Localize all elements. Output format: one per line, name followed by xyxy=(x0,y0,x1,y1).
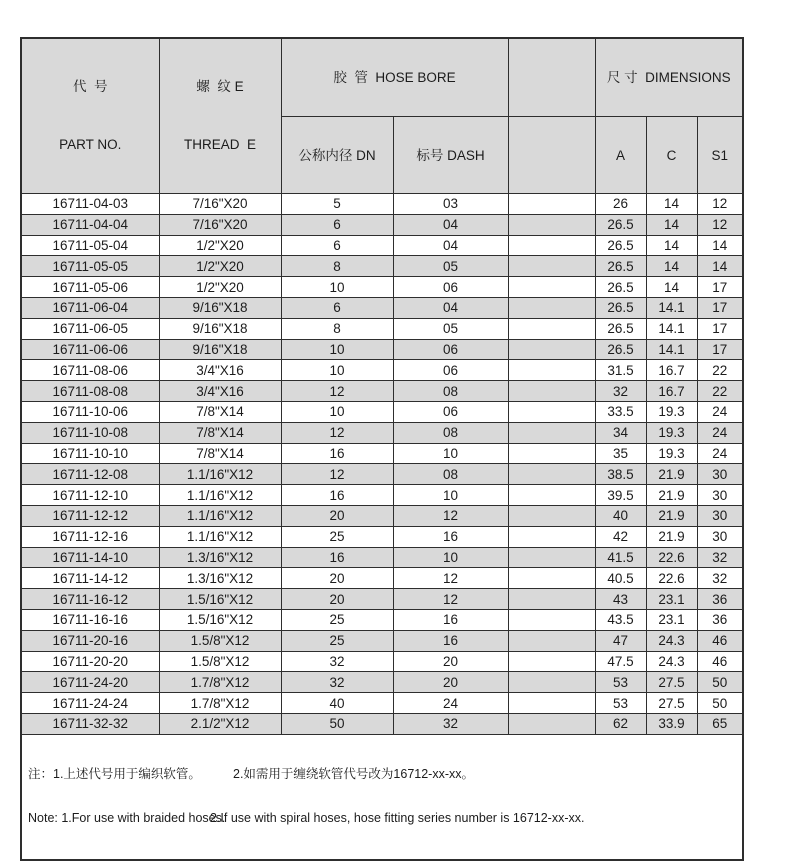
cell-a: 26.5 xyxy=(595,256,646,277)
cell-thread: 9/16"X18 xyxy=(159,318,281,339)
cell-thread: 1.3/16"X12 xyxy=(159,568,281,589)
cell-dn: 20 xyxy=(281,589,393,610)
table-body xyxy=(21,194,743,735)
col-header-part-no-en: PART NO. xyxy=(59,137,122,152)
cell-s1: 17 xyxy=(697,297,743,318)
table-row xyxy=(21,339,743,360)
cell-c: 16.7 xyxy=(646,381,697,402)
cell-part-no: 16711-16-16 xyxy=(21,609,159,630)
cell-part-no: 16711-12-10 xyxy=(21,485,159,506)
cell-part-no: 16711-12-08 xyxy=(21,464,159,485)
cell-dash: 06 xyxy=(393,360,508,381)
table-row xyxy=(21,547,743,568)
table-header xyxy=(21,38,743,194)
table-row xyxy=(21,505,743,526)
cell-s1: 22 xyxy=(697,381,743,402)
cell-dn: 10 xyxy=(281,277,393,298)
cell-part-no: 16711-14-12 xyxy=(21,568,159,589)
cell-part-no: 16711-32-32 xyxy=(21,713,159,734)
col-group-dimensions: 尺 寸 DIMENSIONS xyxy=(595,38,743,117)
cell-part-no: 16711-24-20 xyxy=(21,672,159,693)
cell-dn: 16 xyxy=(281,485,393,506)
cell-thread: 7/16"X20 xyxy=(159,214,281,235)
cell-spacer xyxy=(508,297,595,318)
cell-thread: 1.1/16"X12 xyxy=(159,505,281,526)
cell-spacer xyxy=(508,339,595,360)
cell-dash: 08 xyxy=(393,422,508,443)
cell-thread: 1.5/16"X12 xyxy=(159,609,281,630)
cell-dash: 10 xyxy=(393,485,508,506)
table-row xyxy=(21,443,743,464)
table-row xyxy=(21,651,743,672)
cell-c: 14 xyxy=(646,235,697,256)
note-line-en xyxy=(28,810,742,827)
cell-spacer xyxy=(508,443,595,464)
cell-part-no: 16711-14-10 xyxy=(21,547,159,568)
table-footer xyxy=(21,734,743,860)
cell-spacer xyxy=(508,360,595,381)
cell-spacer xyxy=(508,485,595,506)
table-row xyxy=(21,381,743,402)
table-row xyxy=(21,609,743,630)
col-header-spacer-top xyxy=(508,38,595,117)
cell-s1: 46 xyxy=(697,630,743,651)
cell-a: 39.5 xyxy=(595,485,646,506)
cell-spacer xyxy=(508,401,595,422)
cell-spacer xyxy=(508,589,595,610)
hose-fitting-table xyxy=(20,37,744,861)
cell-dash: 20 xyxy=(393,651,508,672)
table-row xyxy=(21,464,743,485)
cell-a: 26.5 xyxy=(595,214,646,235)
cell-dn: 50 xyxy=(281,713,393,734)
cell-c: 21.9 xyxy=(646,505,697,526)
cell-a: 62 xyxy=(595,713,646,734)
cell-s1: 24 xyxy=(697,401,743,422)
cell-part-no: 16711-20-16 xyxy=(21,630,159,651)
cell-part-no: 16711-16-12 xyxy=(21,589,159,610)
table-row xyxy=(21,485,743,506)
cell-dash: 12 xyxy=(393,568,508,589)
cell-part-no: 16711-20-20 xyxy=(21,651,159,672)
cell-thread: 9/16"X18 xyxy=(159,297,281,318)
cell-thread: 1/2"X20 xyxy=(159,256,281,277)
cell-c: 27.5 xyxy=(646,693,697,714)
cell-c: 19.3 xyxy=(646,443,697,464)
cell-dash: 06 xyxy=(393,401,508,422)
cell-dash: 12 xyxy=(393,505,508,526)
cell-s1: 30 xyxy=(697,464,743,485)
table-row xyxy=(21,526,743,547)
cell-thread: 3/4"X16 xyxy=(159,381,281,402)
cell-s1: 36 xyxy=(697,589,743,610)
col-header-c: C xyxy=(646,117,697,194)
cell-spacer xyxy=(508,318,595,339)
cell-s1: 17 xyxy=(697,318,743,339)
table-row xyxy=(21,589,743,610)
cell-s1: 32 xyxy=(697,547,743,568)
cell-spacer xyxy=(508,609,595,630)
cell-part-no: 16711-04-04 xyxy=(21,214,159,235)
cell-dash: 05 xyxy=(393,318,508,339)
cell-s1: 12 xyxy=(697,214,743,235)
cell-s1: 50 xyxy=(697,672,743,693)
cell-dn: 32 xyxy=(281,672,393,693)
cell-c: 22.6 xyxy=(646,547,697,568)
cell-thread: 9/16"X18 xyxy=(159,339,281,360)
col-group-hose-bore: 胶 管 HOSE BORE xyxy=(281,38,508,117)
cell-thread: 7/16"X20 xyxy=(159,194,281,215)
col-header-s1: S1 xyxy=(697,117,743,194)
cell-thread: 1.5/8"X12 xyxy=(159,651,281,672)
cell-c: 14.1 xyxy=(646,318,697,339)
cell-s1: 24 xyxy=(697,443,743,464)
cell-dn: 12 xyxy=(281,422,393,443)
table-row xyxy=(21,401,743,422)
cell-dn: 25 xyxy=(281,526,393,547)
cell-part-no: 16711-06-05 xyxy=(21,318,159,339)
table-row xyxy=(21,713,743,734)
cell-thread: 1.1/16"X12 xyxy=(159,526,281,547)
cell-spacer xyxy=(508,214,595,235)
cell-thread: 7/8"X14 xyxy=(159,422,281,443)
cell-spacer xyxy=(508,256,595,277)
cell-s1: 30 xyxy=(697,485,743,506)
spec-sheet xyxy=(20,37,744,861)
cell-dn: 20 xyxy=(281,505,393,526)
cell-s1: 46 xyxy=(697,651,743,672)
cell-dash: 20 xyxy=(393,672,508,693)
cell-c: 19.3 xyxy=(646,422,697,443)
cell-spacer xyxy=(508,568,595,589)
cell-dn: 12 xyxy=(281,464,393,485)
cell-c: 23.1 xyxy=(646,609,697,630)
cell-thread: 1.7/8"X12 xyxy=(159,672,281,693)
cell-dn: 40 xyxy=(281,693,393,714)
cell-a: 41.5 xyxy=(595,547,646,568)
cell-part-no: 16711-05-04 xyxy=(21,235,159,256)
cell-c: 27.5 xyxy=(646,672,697,693)
table-row xyxy=(21,297,743,318)
cell-a: 32 xyxy=(595,381,646,402)
cell-s1: 14 xyxy=(697,235,743,256)
cell-part-no: 16711-06-04 xyxy=(21,297,159,318)
cell-spacer xyxy=(508,630,595,651)
cell-a: 35 xyxy=(595,443,646,464)
cell-part-no: 16711-05-06 xyxy=(21,277,159,298)
notes-cell xyxy=(21,734,743,860)
cell-dn: 10 xyxy=(281,339,393,360)
cell-dash: 05 xyxy=(393,256,508,277)
cell-dn: 5 xyxy=(281,194,393,215)
cell-spacer xyxy=(508,547,595,568)
cell-thread: 2.1/2"X12 xyxy=(159,713,281,734)
table-row xyxy=(21,277,743,298)
col-header-thread-en: THREAD E xyxy=(183,137,256,152)
cell-a: 53 xyxy=(595,672,646,693)
cell-a: 26.5 xyxy=(595,277,646,298)
cell-part-no: 16711-24-24 xyxy=(21,693,159,714)
cell-dn: 32 xyxy=(281,651,393,672)
col-header-spacer-bottom xyxy=(508,117,595,194)
cell-c: 14 xyxy=(646,256,697,277)
cell-dash: 04 xyxy=(393,297,508,318)
cell-dn: 6 xyxy=(281,235,393,256)
cell-spacer xyxy=(508,464,595,485)
table-row xyxy=(21,235,743,256)
cell-part-no: 16711-12-12 xyxy=(21,505,159,526)
table-row xyxy=(21,568,743,589)
col-header-dn: 公称内径 DN xyxy=(281,117,393,194)
cell-c: 24.3 xyxy=(646,651,697,672)
cell-spacer xyxy=(508,526,595,547)
cell-thread: 1.3/16"X12 xyxy=(159,547,281,568)
cell-a: 33.5 xyxy=(595,401,646,422)
cell-spacer xyxy=(508,277,595,298)
cell-thread: 3/4"X16 xyxy=(159,360,281,381)
cell-thread: 7/8"X14 xyxy=(159,401,281,422)
cell-a: 40.5 xyxy=(595,568,646,589)
cell-dn: 12 xyxy=(281,381,393,402)
cell-a: 26.5 xyxy=(595,339,646,360)
cell-dash: 16 xyxy=(393,609,508,630)
cell-c: 19.3 xyxy=(646,401,697,422)
cell-dn: 10 xyxy=(281,360,393,381)
cell-dash: 06 xyxy=(393,277,508,298)
cell-dash: 24 xyxy=(393,693,508,714)
cell-c: 22.6 xyxy=(646,568,697,589)
cell-a: 47 xyxy=(595,630,646,651)
cell-c: 23.1 xyxy=(646,589,697,610)
note-en-part2: 2.If use with spiral hoses, hose fitting series number is 16712-xx-xx. xyxy=(210,811,585,826)
cell-s1: 36 xyxy=(697,609,743,630)
cell-a: 38.5 xyxy=(595,464,646,485)
cell-dash: 04 xyxy=(393,214,508,235)
cell-dash: 08 xyxy=(393,464,508,485)
cell-dn: 6 xyxy=(281,297,393,318)
cell-c: 14 xyxy=(646,214,697,235)
note-cn-part1: 注：1.上述代号用于编织软管。 xyxy=(28,766,201,781)
cell-part-no: 16711-10-10 xyxy=(21,443,159,464)
cell-c: 16.7 xyxy=(646,360,697,381)
cell-dn: 8 xyxy=(281,318,393,339)
cell-thread: 1/2"X20 xyxy=(159,235,281,256)
cell-spacer xyxy=(508,693,595,714)
cell-s1: 22 xyxy=(697,360,743,381)
cell-dash: 03 xyxy=(393,194,508,215)
cell-thread: 7/8"X14 xyxy=(159,443,281,464)
cell-s1: 24 xyxy=(697,422,743,443)
cell-thread: 1.1/16"X12 xyxy=(159,485,281,506)
cell-spacer xyxy=(508,505,595,526)
cell-part-no: 16711-08-08 xyxy=(21,381,159,402)
col-header-a: A xyxy=(595,117,646,194)
cell-dn: 16 xyxy=(281,443,393,464)
cell-a: 26.5 xyxy=(595,318,646,339)
cell-a: 26.5 xyxy=(595,235,646,256)
cell-spacer xyxy=(508,713,595,734)
cell-s1: 17 xyxy=(697,277,743,298)
cell-part-no: 16711-06-06 xyxy=(21,339,159,360)
cell-part-no: 16711-10-08 xyxy=(21,422,159,443)
table-row xyxy=(21,194,743,215)
cell-dash: 16 xyxy=(393,630,508,651)
cell-dash: 10 xyxy=(393,547,508,568)
table-row xyxy=(21,360,743,381)
cell-dash: 08 xyxy=(393,381,508,402)
cell-dn: 25 xyxy=(281,609,393,630)
cell-s1: 65 xyxy=(697,713,743,734)
cell-a: 53 xyxy=(595,693,646,714)
cell-dn: 20 xyxy=(281,568,393,589)
cell-c: 14.1 xyxy=(646,297,697,318)
cell-c: 21.9 xyxy=(646,485,697,506)
cell-c: 21.9 xyxy=(646,526,697,547)
cell-dash: 04 xyxy=(393,235,508,256)
cell-s1: 50 xyxy=(697,693,743,714)
col-header-dash: 标号 DASH xyxy=(393,117,508,194)
cell-dash: 06 xyxy=(393,339,508,360)
cell-spacer xyxy=(508,194,595,215)
cell-part-no: 16711-10-06 xyxy=(21,401,159,422)
cell-a: 34 xyxy=(595,422,646,443)
cell-a: 26.5 xyxy=(595,297,646,318)
cell-c: 14.1 xyxy=(646,339,697,360)
notes-row xyxy=(21,734,743,860)
cell-thread: 1.7/8"X12 xyxy=(159,693,281,714)
cell-s1: 12 xyxy=(697,194,743,215)
cell-dn: 6 xyxy=(281,214,393,235)
note-en-part1: Note: 1.For use with braided hoses. xyxy=(28,811,226,826)
cell-part-no: 16711-08-06 xyxy=(21,360,159,381)
col-header-part-no xyxy=(21,38,159,194)
cell-s1: 30 xyxy=(697,505,743,526)
cell-c: 21.9 xyxy=(646,464,697,485)
cell-dn: 10 xyxy=(281,401,393,422)
cell-part-no: 16711-05-05 xyxy=(21,256,159,277)
cell-dn: 8 xyxy=(281,256,393,277)
cell-part-no: 16711-12-16 xyxy=(21,526,159,547)
col-header-thread xyxy=(159,38,281,194)
cell-s1: 32 xyxy=(697,568,743,589)
cell-spacer xyxy=(508,422,595,443)
table-row xyxy=(21,318,743,339)
cell-dash: 32 xyxy=(393,713,508,734)
cell-a: 40 xyxy=(595,505,646,526)
cell-a: 47.5 xyxy=(595,651,646,672)
table-row xyxy=(21,214,743,235)
cell-thread: 1.5/8"X12 xyxy=(159,630,281,651)
cell-thread: 1.1/16"X12 xyxy=(159,464,281,485)
cell-c: 33.9 xyxy=(646,713,697,734)
note-line-cn xyxy=(28,766,742,783)
cell-s1: 30 xyxy=(697,526,743,547)
cell-a: 43 xyxy=(595,589,646,610)
table-row xyxy=(21,693,743,714)
cell-dn: 25 xyxy=(281,630,393,651)
cell-c: 14 xyxy=(646,194,697,215)
cell-dn: 16 xyxy=(281,547,393,568)
header-row-1 xyxy=(21,38,743,117)
cell-spacer xyxy=(508,235,595,256)
col-header-part-no-cn: 代 号 xyxy=(72,79,108,94)
cell-spacer xyxy=(508,381,595,402)
table-row xyxy=(21,256,743,277)
note-cn-part2: 2.如需用于缠绕软管代号改为16712-xx-xx。 xyxy=(233,766,475,781)
cell-a: 43.5 xyxy=(595,609,646,630)
cell-thread: 1/2"X20 xyxy=(159,277,281,298)
cell-dash: 12 xyxy=(393,589,508,610)
col-header-thread-cn: 螺 纹 E xyxy=(196,79,244,94)
cell-a: 26 xyxy=(595,194,646,215)
table-row xyxy=(21,422,743,443)
cell-a: 42 xyxy=(595,526,646,547)
cell-c: 14 xyxy=(646,277,697,298)
cell-part-no: 16711-04-03 xyxy=(21,194,159,215)
table-row xyxy=(21,630,743,651)
cell-dash: 10 xyxy=(393,443,508,464)
cell-spacer xyxy=(508,651,595,672)
cell-a: 31.5 xyxy=(595,360,646,381)
cell-dash: 16 xyxy=(393,526,508,547)
cell-s1: 14 xyxy=(697,256,743,277)
cell-s1: 17 xyxy=(697,339,743,360)
cell-thread: 1.5/16"X12 xyxy=(159,589,281,610)
cell-c: 24.3 xyxy=(646,630,697,651)
